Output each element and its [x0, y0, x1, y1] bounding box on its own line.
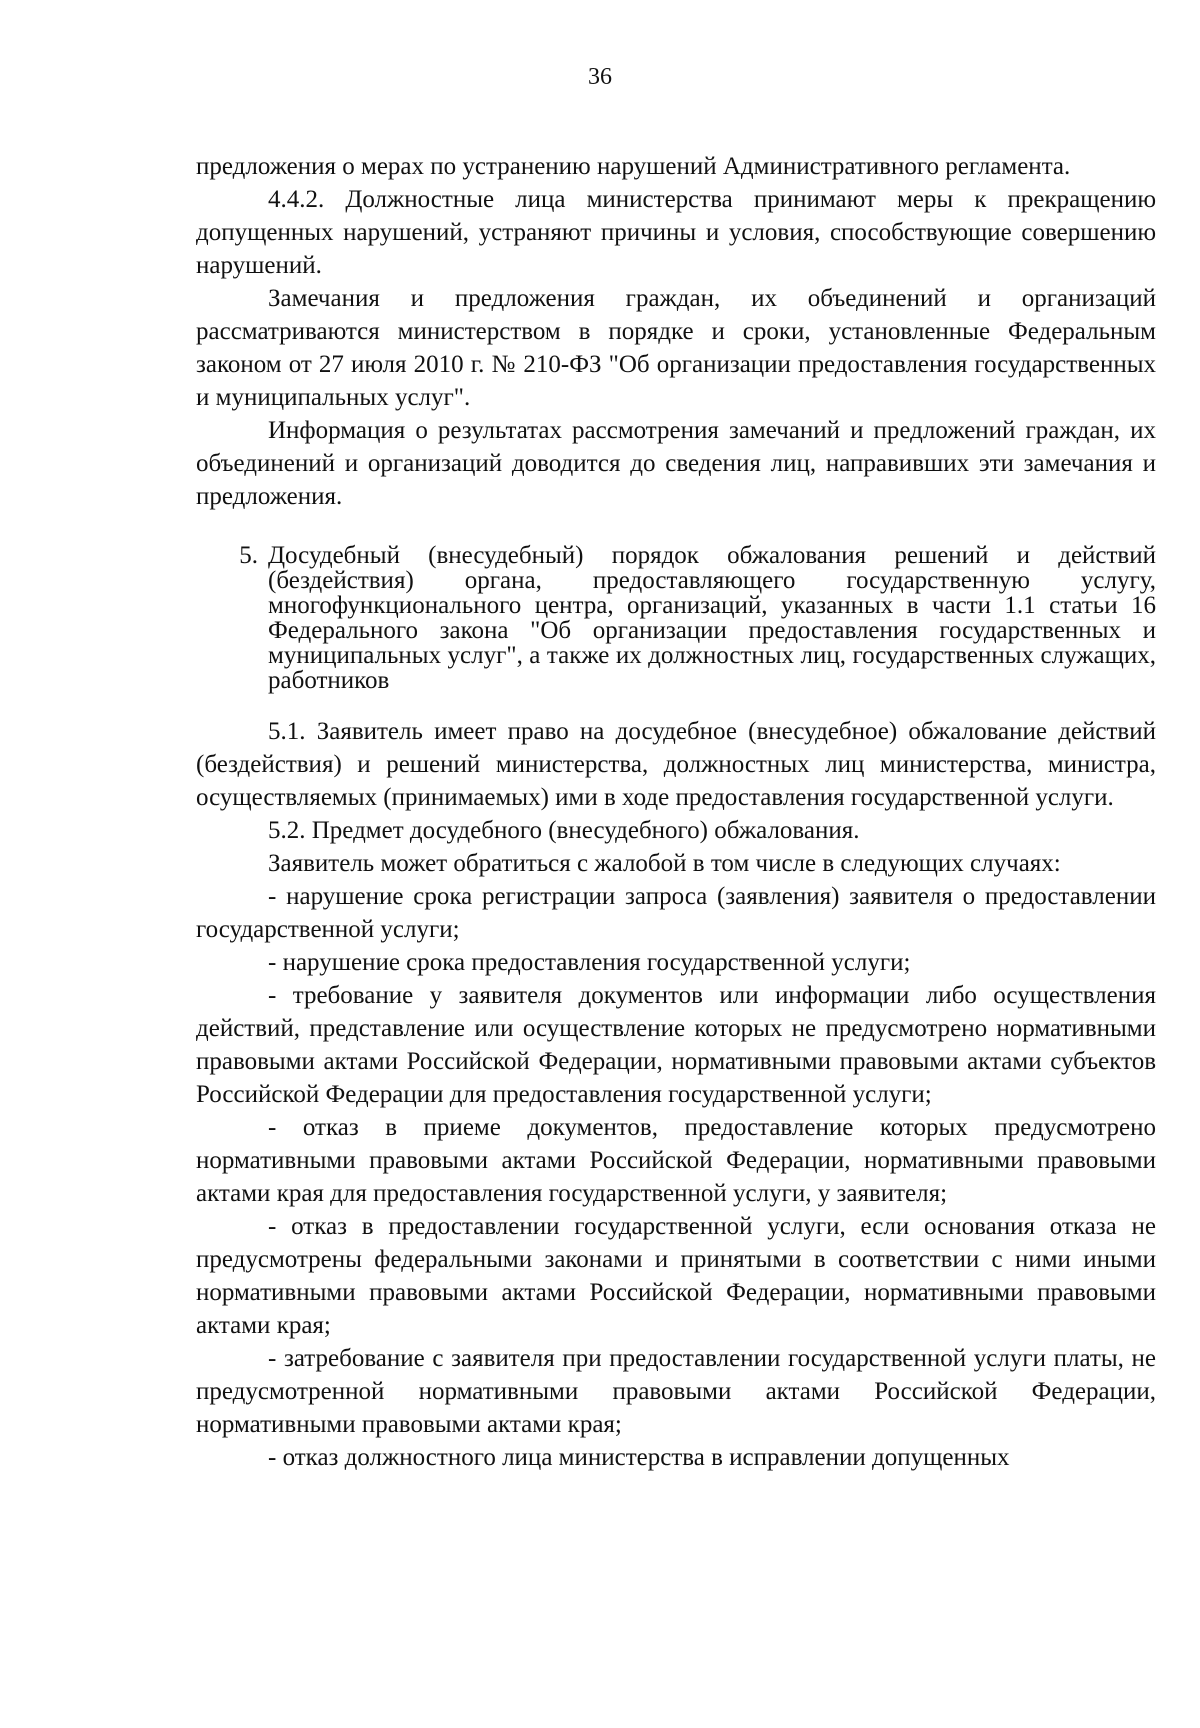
list-item: - требование у заявителя документов или информации либо осуществления действий, представление или осуществление которых не предусмотрено нормативными правовыми актами Российской Федерации, нормативными правовыми актами субъектов Российской Федерации для предоставления государственной услуги; — [196, 982, 1156, 1108]
paragraph: предложения о мерах по устранению нарушений Административного регламента. — [196, 153, 1071, 180]
paragraph: Информация о результатах рассмотрения замечаний и предложений граждан, их объединений и организаций доводится до сведения лиц, направивших эти замечания и предложения. — [196, 417, 1156, 510]
document-body — [196, 150, 1156, 1474]
paragraph: 5.1. Заявитель имеет право на досудебное (внесудебное) обжалование действий (бездействия) и решений министерства, должностных лиц министерства, министра, осуществляемых (принимаемых) ими в ходе предоставления государственной услуги. — [196, 718, 1156, 811]
paragraph: 5.2. Предмет досудебного (внесудебного) обжалования. — [268, 817, 860, 844]
paragraph: Заявитель может обратиться с жалобой в том числе в следующих случаях: — [268, 850, 1061, 877]
list-item: - отказ в предоставлении государственной услуги, если основания отказа не предусмотрены федеральными законами и принятыми в соответствии с ними иными нормативными правовыми актами Российской Федерации, нормативными правовыми актами края; — [196, 1213, 1156, 1339]
list-item: - нарушение срока предоставления государственной услуги; — [268, 949, 911, 976]
page-number: 36 — [588, 64, 612, 90]
section-heading — [196, 543, 1156, 693]
section-number: 5. — [239, 542, 258, 569]
list-item: - затребование с заявителя при предоставлении государственной услуги платы, не предусмотренной нормативными правовыми актами Российской Федерации, нормативными правовыми актами края; — [196, 1345, 1156, 1438]
list-item: - отказ должностного лица министерства в исправлении допущенных — [268, 1444, 1010, 1471]
list-item: - нарушение срока регистрации запроса (заявления) заявителя о предоставлении государственной услуги; — [196, 883, 1156, 943]
paragraph: Замечания и предложения граждан, их объединений и организаций рассматриваются министерством в порядке и сроки, установленные Федеральным законом от 27 июля 2010 г. № 210-ФЗ "Об организации предоставления государственных и муниципальных услуг". — [196, 285, 1156, 411]
list-item: - отказ в приеме документов, предоставление которых предусмотрено нормативными правовыми актами Российской Федерации, нормативными правовыми актами края для предоставления государственной услуги, у заявителя; — [196, 1114, 1156, 1207]
section-title: Досудебный (внесудебный) порядок обжалования решений и действий (бездействия) органа, предоставляющего государственную услугу, многофункционального центра, организаций, указанных в части 1.1 статьи 16 Федерального закона "Об организации предоставления государственных и муниципальных услуг", а также их должностных лиц, государственных служащих, работников — [268, 542, 1156, 694]
paragraph: 4.4.2. Должностные лица министерства принимают меры к прекращению допущенных нарушений, устраняют причины и условия, способствующие совершению нарушений. — [196, 186, 1156, 279]
